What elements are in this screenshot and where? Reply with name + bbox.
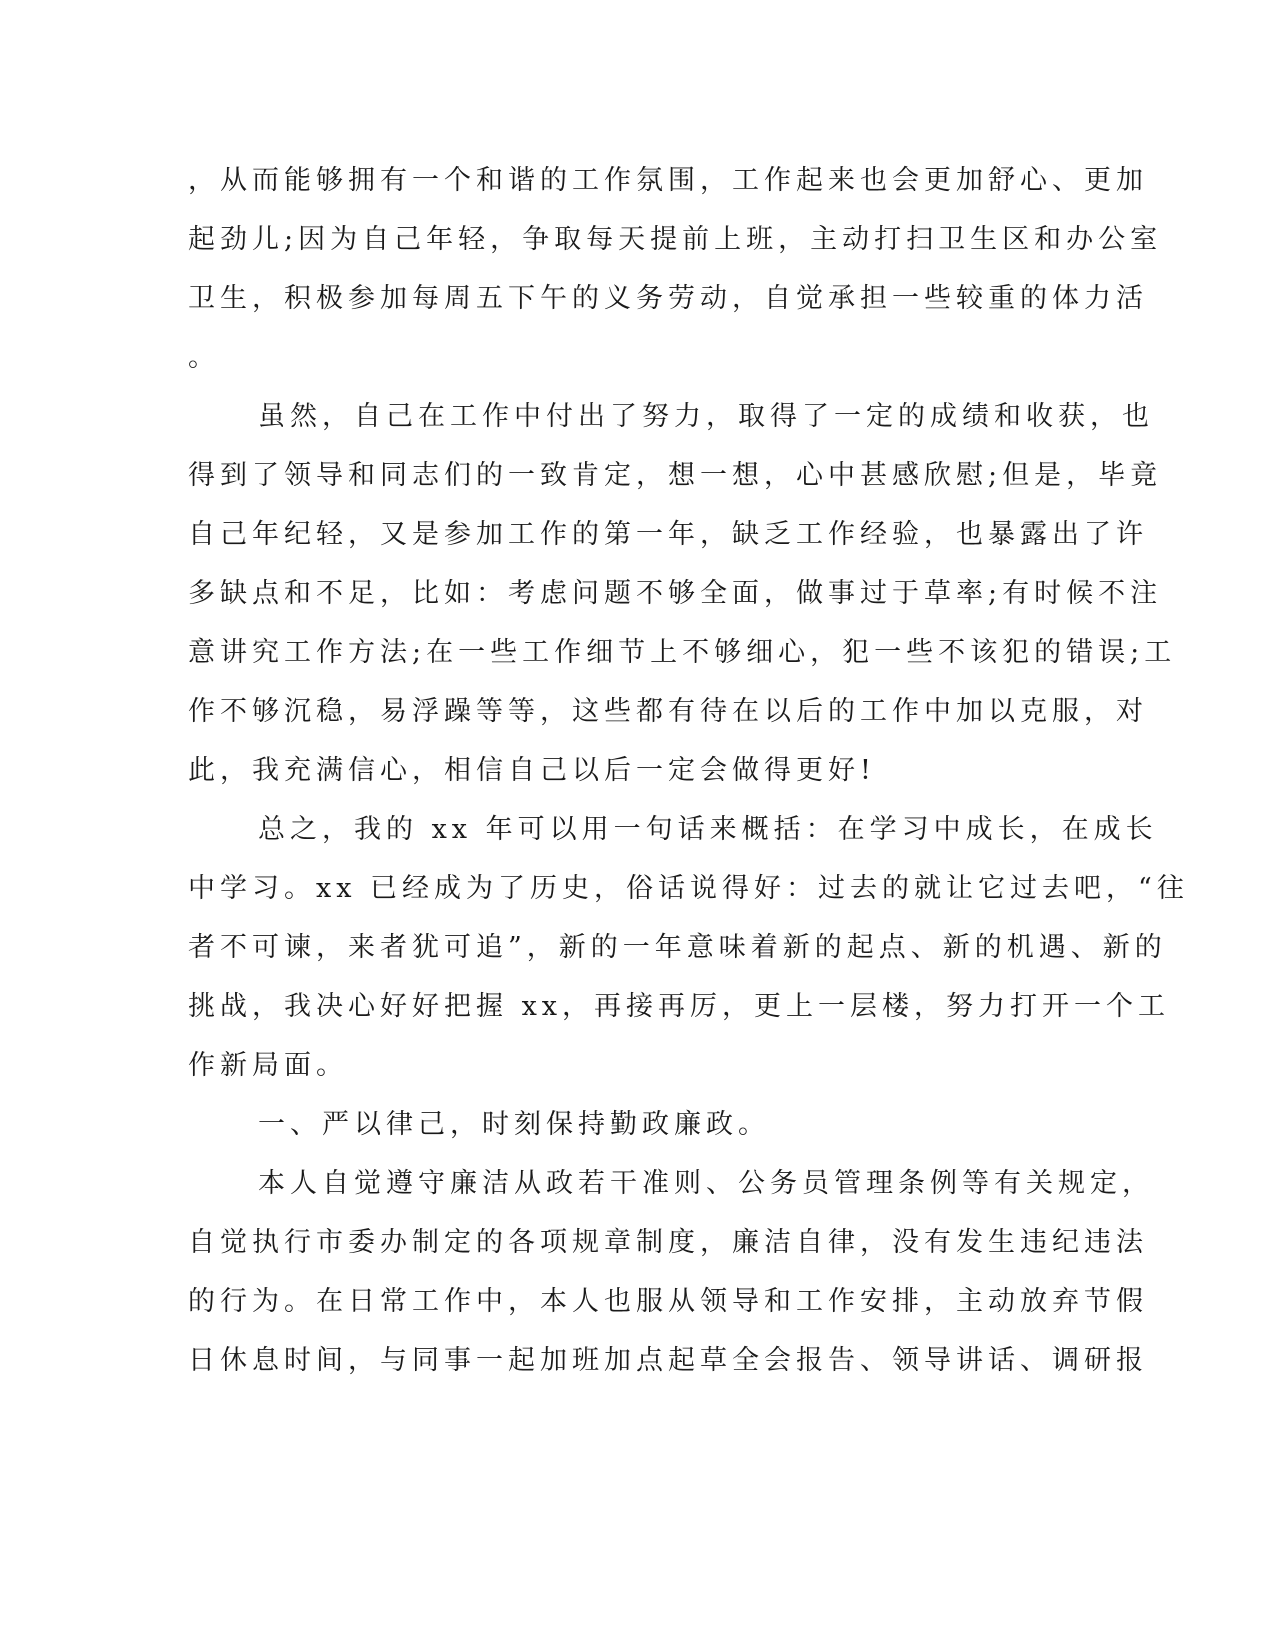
text-line: 多缺点和不足，比如：考虑问题不够全面，做事过于草率;有时候不注: [188, 578, 1163, 609]
text-line: 卫生，积极参加每周五下午的义务劳动，自觉承担一些较重的体力活: [188, 283, 1148, 314]
text-line: 日休息时间，与同事一起加班加点起草全会报告、领导讲话、调研报: [188, 1345, 1148, 1376]
text-line: 起劲儿;因为自己年轻，争取每天提前上班，主动打扫卫生区和办公室: [188, 224, 1163, 255]
text-line: 作新局面。: [188, 1050, 348, 1081]
text-line: 的行为。在日常工作中，本人也服从领导和工作安排，主动放弃节假: [188, 1286, 1148, 1317]
text-line: 自己年纪轻，又是参加工作的第一年，缺乏工作经验，也暴露出了许: [188, 519, 1148, 550]
text-line: 。: [188, 342, 220, 373]
text-line: 中学习。xx 已经成为了历史，俗话说得好：过去的就让它过去吧，“往: [188, 873, 1189, 904]
text-line: ，从而能够拥有一个和谐的工作氛围，工作起来也会更加舒心、更加: [188, 165, 1148, 196]
section-heading: 一、严以律己，时刻保持勤政廉政。: [258, 1109, 770, 1140]
text-line: 者不可谏，来者犹可追”，新的一年意味着新的起点、新的机遇、新的: [188, 932, 1167, 963]
text-line: 此，我充满信心，相信自己以后一定会做得更好!: [188, 755, 876, 786]
text-line: 挑战，我决心好好把握 xx，再接再厉，更上一层楼，努力打开一个工: [188, 991, 1171, 1022]
text-line: 作不够沉稳，易浮躁等等，这些都有待在以后的工作中加以克服，对: [188, 696, 1148, 727]
text-line: 本人自觉遵守廉洁从政若干准则、公务员管理条例等有关规定，: [258, 1168, 1154, 1199]
text-line: 总之，我的 xx 年可以用一句话来概括：在学习中成长，在成长: [258, 814, 1158, 845]
text-line: 自觉执行市委办制定的各项规章制度，廉洁自律，没有发生违纪违法: [188, 1227, 1148, 1258]
text-line: 意讲究工作方法;在一些工作细节上不够细心，犯一些不该犯的错误;工: [188, 637, 1177, 668]
text-line: 虽然，自己在工作中付出了努力，取得了一定的成绩和收获，也: [258, 401, 1154, 432]
text-line: 得到了领导和同志们的一致肯定，想一想，心中甚感欣慰;但是，毕竟: [188, 460, 1163, 491]
